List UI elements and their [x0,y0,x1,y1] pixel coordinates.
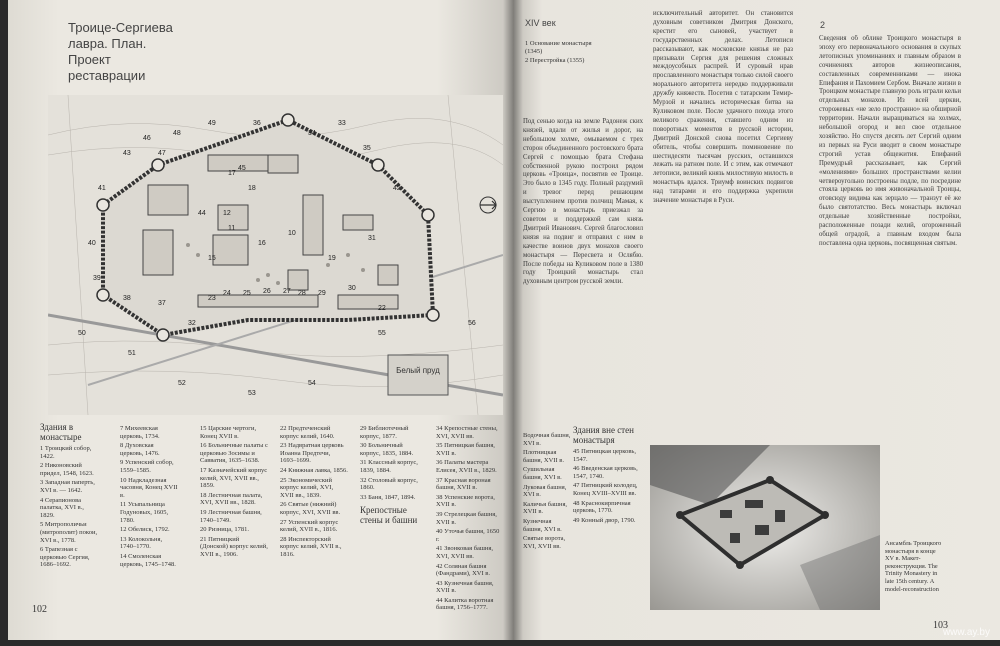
legend-item: 26 Святые (нижний) корпус, XVI, XVII вв. [280,501,341,516]
legend-item: 7 Михеевская церковь, 1734. [120,425,160,440]
legend-item: 3 Западная паперть, XVI в. — 1642. [40,479,95,494]
map-number-label: 34 [308,130,316,137]
legend-item: 13 Колокольня, 1740–1770. [120,535,163,551]
pond-label: Белый пруд [396,366,440,375]
legend-item: 25 Экономический корпус келий, XVI, XVII вв., 1839. [280,476,334,499]
map-number-label: 36 [253,120,261,127]
legend-item: 10 Надкладезная часовня, Конец XVII в. [120,476,178,499]
map-number-label: 41 [98,185,106,192]
legend-item: 43 Кузнечная башня, XVII в. [436,579,494,595]
outside-building-item: 48 Краснокирпичная церковь, 1770. [573,499,631,515]
map-number-label: 44 [198,210,206,217]
legend-item: 15 Царские чертоги, Конец XVII в. [200,425,257,440]
legend-item: 18 Лестничная палата, XVI, XVII вв., 1828. [200,491,263,507]
legend-item: 33 Баня, 1847, 1894. [360,493,416,501]
map-number-label: 32 [188,320,196,327]
photo-caption: Ансамбль Троицкого монастыря в конце XV в. Макет-реконструкция. The Trinity Monastery in late 15th century. A model-reconstruction [885,540,942,593]
map-number-label: 55 [378,330,386,337]
outside-buildings-heading: Здания вне стен монастыря [573,425,634,445]
map-number-label: 50 [78,330,86,337]
page-number-left: 102 [32,604,47,615]
legend-item: 34 Крепостные стены, XVI, XVII вв. [436,425,498,440]
map-number-label: 46 [143,135,151,142]
map-number-label: 30 [348,285,356,292]
legend-item: 35 Пятницкая башня, XVII в. [436,442,495,457]
legend-item: 36 Палаты мастера Елисея, XVII в., 1829. [436,459,497,474]
legend-item: 4 Серапионова палатка, XVI в., 1829. [40,496,84,519]
map-number-label: 12 [223,210,231,217]
map-number-label: 17 [228,170,236,177]
map-number-label: 26 [263,288,271,295]
map-number-label: 33 [338,120,346,127]
legend-item: 2 Никоновский придел, 1548, 1623. [40,462,94,477]
map-number-label: 48 [173,130,181,137]
legend-column-5 [360,425,422,528]
book-gutter [503,0,523,640]
map-number-label: 19 [328,255,336,262]
legend-item: 6 Трапезная с церковью Сергия, 1686–1692. [40,546,90,569]
text-column-3: Сведения об облике Троицкого монастыря в эпоху его первоначального основания в скупых летописных упоминаниях и главным образом в сочинениях авторов жизнеописания, составленных современниками — инока Епифания и Пахомием Сербом. Вначале жизни в Троицком монастыре главную роль играли кельи отдельных монахов. Из всей церкви, сторожевых «не зело пространно» на обширной территории. Начали выращиваться на холмах, небольшой огород и вел свое отдельное хозяйство. Но спустя десять лет Сергий одним из первых на Руси вводит в своем монастыре строгий устав общежития. Епифаний Премудрый рассказывает, как Сергий «молениями» больших пространствами келии четвероугольно построены подле, по посредине стояла церковь во имя живоначальной Троицы, отовсюду видима как зерцало — транзут её же было святотатство. Весь монастырь включал отдельные хозяйственные постройки, расположенные позади келий, огороженный общей оградой, а главным входом была поставлена одна церковь, посвященная святым. [819,35,961,247]
subsection-item: 2 Перестройка (1355) [525,57,585,65]
monastery-model-photo [650,445,880,610]
map-number-label: 47 [158,150,166,157]
map-number-label: 16 [258,240,266,247]
map-number-label: 15 [208,255,216,262]
legend-item: 42 Соляная башня (Фандрами), XVI в. [436,562,490,578]
legend-item: 9 Успенский собор, 1559–1585. [120,459,174,474]
legend-buildings-heading: Здания в монастыре [40,422,82,442]
map-number-label: 24 [223,290,231,297]
map-number-label: 23 [208,295,216,302]
legend-walls-heading: Крепостные стены и башни [360,505,418,526]
map-number-label: 31 [368,235,376,242]
left-page [8,0,513,640]
map-number-label: 52 [178,380,186,387]
map-number-label: 18 [248,185,256,192]
legend-item: 31 Классный корпус, 1839, 1884. [360,459,418,474]
legend-item: 16 Больничные палаты с церковью Зосимы и Савватия, 1635–1638. [200,442,268,465]
map-number-label: 49 [208,120,216,127]
legend-column-2 [120,425,178,570]
outside-building-item: 46 Введенская церковь, 1547, 1740. [573,465,638,480]
legend-item: 29 Библиотечный корпус, 1877. [360,425,409,440]
tower-item: Каличья башня, XVII в. [523,500,568,516]
legend-item: 40 Уточья башня, 1650 г. [436,528,500,543]
legend-item: 5 Митрополичьи (митрополит) покои, XVI в., 1778. [40,521,98,544]
map-number-label: 35 [363,145,371,152]
towers-list [523,432,571,552]
map-number-label: 39 [93,275,101,282]
legend-item: 41 Звонковая башня, XVI, XVII вв. [436,545,493,560]
column3-heading: 2 [820,20,826,30]
subsection-item: 1 Основание монастыря (1345) [525,40,592,55]
outside-buildings-list [573,425,648,526]
legend-buildings-heading-block [40,422,100,445]
legend-item: 39 Стрелецкая башня, XVII в. [436,510,497,526]
map-number-label: 53 [248,390,256,397]
legend-item: 14 Смоленская церковь, 1745–1748. [120,552,176,568]
legend-item: 44 Калитка воротная башня, 1756–1777. [436,596,494,612]
outside-building-item: 45 Пятницкая церковь, 1547. [573,448,636,463]
legend-column-1 [40,445,98,571]
tower-item: Кузнечная башня, XVI в. [523,517,562,533]
legend-item: 28 Инспекторский корпус келий, XVII в., 1816. [280,535,342,558]
legend-item: 12 Обелиск, 1792. [120,526,170,534]
legend-item: 1 Троицкий собор, 1422. [40,445,92,460]
legend-item: 24 Книжная лавка, 1856. [280,466,348,474]
text-column-2: исключительный авторитет. Он становится духовным советником Дмитрия Донского, крестит его сыновей, участвует в государственных делах. Летописи рассказывают, как московские князья не раз призывали Сергия для решения сложных междоусобных распрей. И суровый нрав прославленного монастыря только силой своего морального авторитета нередко поддерживали дружбу княжеств. Посетив с татарским Темир-Мурзой и начались историческая битва на Куликовом поле. После удачного похода этого великого сражения, ставшего одним из поворотных моментов в русской истории, Дмитрий Донской снова посетил Сергиеву обитель, чтобы совершить поминовение по шестидесяти тысячам русских, оставшихся лежать на ратном поле. И с этим, как отмечают летописи, великий князь милостивую милость в монастырь вдался. Триумф воинских подвигов над татарами и его поддержка укрепили значение монастыря в Руси. [653,10,793,205]
section-title: XIV век [525,18,556,28]
tower-item: Сушильная башня, XVI в. [523,466,562,481]
outside-building-item: 49 Конный двор, 1790. [573,516,636,524]
page-number-right: 103 [933,620,948,631]
map-number-label: 27 [283,288,291,295]
text-column-1: Под сенью когда на земле Радонеж ских князей, вдали от жилья и дорог, на небольшом холме, омываемом с трех сторон объединенного ростовского брата Сергей с помощью брата Стефана собственной рукою построил рядом церковь «Троица», посвятив ее Троице. Это было в 1345 году. Полный раздумий и тревог перед решающим выступлением против полчищ Мамая, к Сергию в монастырь приезжал за советом и поддержкой сам князь Дмитрий Иванович. Сергей благословил князя на подвиг и отправил с ним в качестве воинов двух монахов своего монастыря — Пересвета и Ослябю. После победы на Куликовом поле в 1380 году Троицкий монастырь стал духовным центром русской земли. [523,118,643,286]
map-number-label: 51 [128,350,136,357]
tower-item: Плотницкая башня, XVII в. [523,449,564,464]
map-number-label: 29 [318,290,326,297]
tower-item: Луковая башня, XVI в. [523,483,567,499]
legend-item: 32 Столовый корпус, 1860. [360,476,418,492]
legend-item: 8 Духовская церковь, 1476. [120,442,160,457]
tower-item: Водочная башня, XVI в. [523,432,571,447]
map-number-label: 43 [123,150,131,157]
plan-title: Троице-Сергиева лавра. План. Проект реставрации [68,20,173,83]
watermark: www.ay.by [942,627,990,638]
legend-item: 23 Надвратная церковь Иоанна Предтечи, 1693–1699. [280,442,344,465]
legend-item: 19 Лестничная башня, 1740–1749. [200,508,262,524]
map-number-label: 54 [308,380,316,387]
map-number-label: 10 [288,230,296,237]
map-number-label: 25 [243,290,251,297]
legend-item: 17 Казначейский корпус келий, XVI, XVII вв., 1859. [200,466,268,490]
legend-item: 30 Больничный корпус, 1835, 1884. [360,442,414,457]
legend-column-4 [280,425,348,561]
legend-item: 20 Ризница, 1781. [200,526,249,534]
map-number-label: 11 [228,225,236,232]
legend-item: 27 Успенский корпус келий, XVII в., 1816. [280,518,339,534]
subsection-list [525,40,605,67]
map-number-label: 38 [123,295,131,302]
legend-item: 37 Красная вороная башня, XVII в. [436,476,491,492]
legend-column-6 [436,425,502,614]
legend-column-3 [200,425,268,561]
legend-item: 21 Пятницкий (Донской) корпус келий, XVII в., 1906. [200,535,268,558]
legend-item: 38 Успенские ворота, XVII в. [436,493,495,509]
map-number-label: 28 [298,290,306,297]
legend-item: 11 Усыпальница Годуновых, 1605, 1780. [120,501,169,524]
map-number-label: 40 [88,240,96,247]
map-number-label: 56 [468,320,476,327]
map-number-label: 42 [393,185,401,192]
outside-building-item: 47 Пятницкий колодец, Конец XVIII–XVIII вв. [573,482,638,497]
map-number-label: 22 [378,305,386,312]
tower-item: Святые ворота, XVI, XVII вв. [523,535,566,550]
map-number-label: 45 [238,165,246,172]
monastery-plan-map [48,95,503,415]
map-number-label: 37 [158,300,166,307]
legend-item: 22 Предтеченский корпус келий, 1640. [280,425,335,440]
